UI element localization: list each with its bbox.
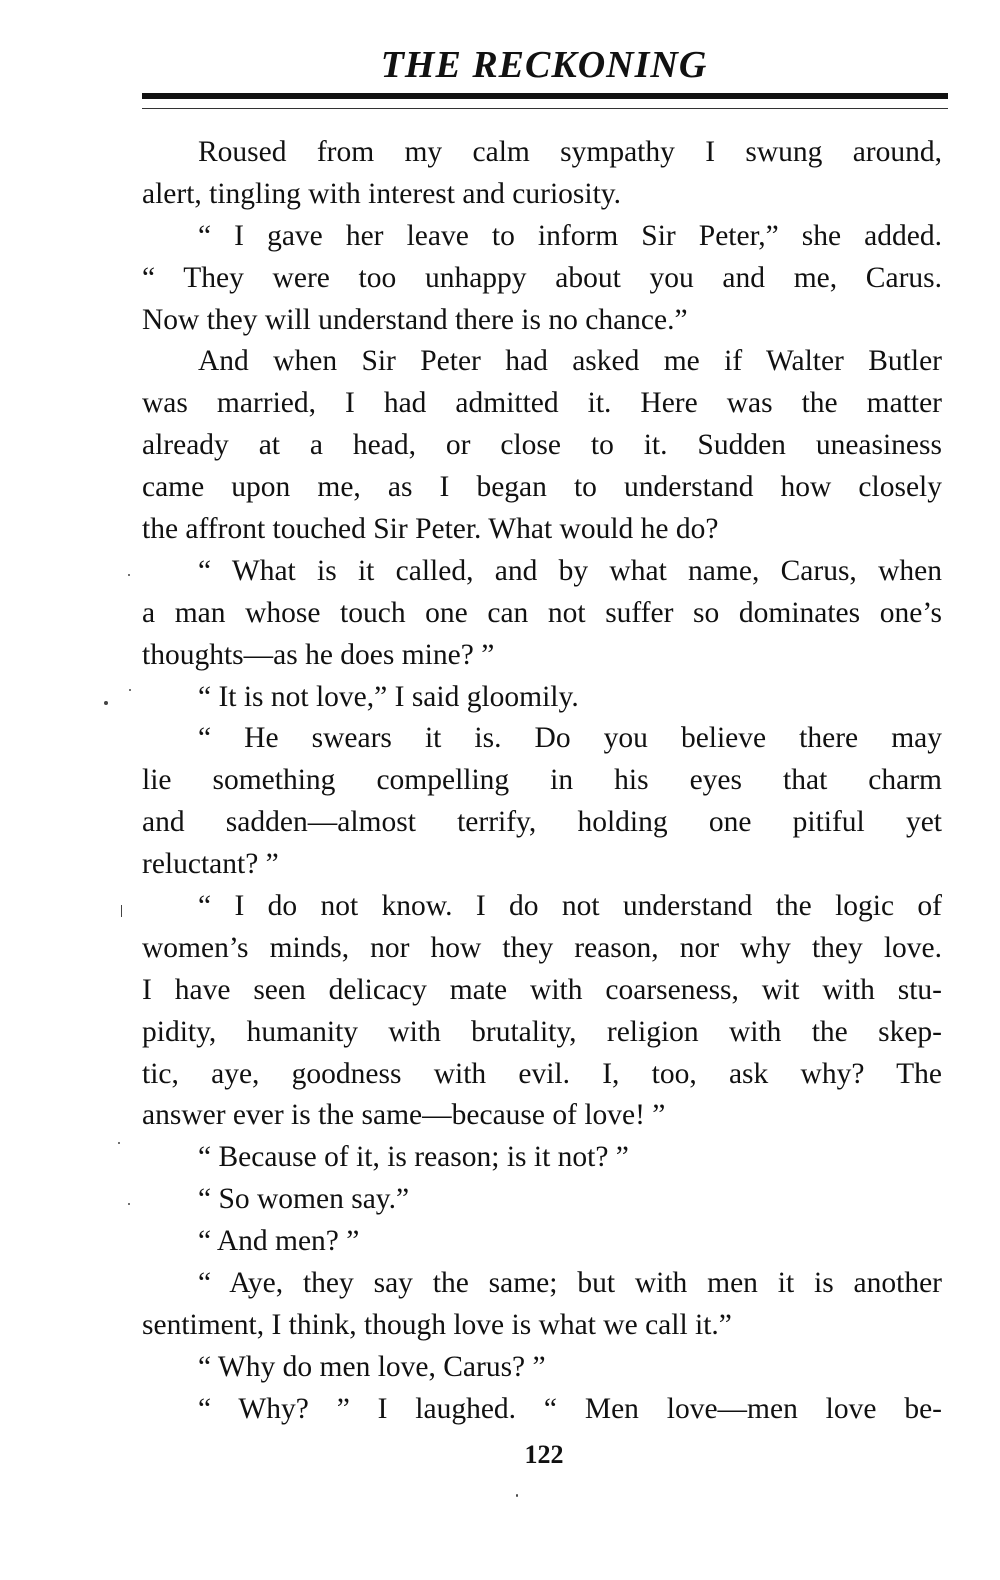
- text-line: answer ever is the same—because of love! ”: [142, 1099, 666, 1132]
- text-line: “ I do not know. I do not understand the logic of: [198, 890, 942, 923]
- margin-speck: [128, 574, 130, 576]
- text-line: “ Why? ” I laughed. “ Men love—men love be-: [198, 1392, 942, 1425]
- text-line: I have seen delicacy mate with coarseness, wit with stu-: [142, 973, 942, 1006]
- body-text: [142, 132, 942, 1431]
- text-line: the affront touched Sir Peter. What would he do?: [142, 513, 719, 546]
- text-line: “ What is it called, and by what name, Carus, when: [198, 554, 942, 587]
- text-line: sentiment, I think, though love is what we call it.”: [142, 1308, 732, 1341]
- text-line: alert, tingling with interest and curiosity.: [142, 177, 622, 210]
- text-line: lie something compelling in his eyes that charm: [142, 764, 942, 797]
- text-line: “ It is not love,” I said gloomily.: [198, 680, 579, 713]
- text-line: “ Because of it, is reason; is it not? ”: [198, 1141, 629, 1174]
- text-line: And when Sir Peter had asked me if Walter Butler: [198, 345, 942, 378]
- text-line: women’s minds, nor how they reason, nor why they love.: [142, 931, 942, 964]
- text-line: “ Aye, they say the same; but with men it is another: [198, 1267, 942, 1300]
- text-line: already at a head, or close to it. Sudden uneasiness: [142, 429, 942, 462]
- margin-speck: [121, 905, 122, 917]
- header-rule-thick: [142, 93, 948, 99]
- header-rule-thin: [142, 108, 948, 109]
- text-line: and sadden—almost terrify, holding one pitiful yet: [142, 806, 942, 839]
- margin-speck: [118, 1142, 120, 1144]
- text-line: thoughts—as he does mine? ”: [142, 638, 495, 671]
- text-line: a man whose touch one can not suffer so dominates one’s: [142, 596, 942, 629]
- margin-speck: [104, 701, 108, 705]
- text-line: “ Why do men love, Carus? ”: [198, 1350, 546, 1383]
- margin-speck: [129, 689, 131, 691]
- text-line: Now they will understand there is no chance.”: [142, 303, 688, 336]
- text-line: tic, aye, goodness with evil. I, too, ask why? The: [142, 1057, 942, 1090]
- text-line: was married, I had admitted it. Here was the matter: [142, 387, 942, 420]
- running-head: THE RECKONING: [380, 44, 708, 86]
- text-line: reluctant? ”: [142, 848, 279, 881]
- text-line: “ So women say.”: [198, 1183, 410, 1216]
- text-line: Roused from my calm sympathy I swung around,: [198, 136, 942, 168]
- margin-speck: [516, 1494, 518, 1497]
- text-line: “ He swears it is. Do you believe there may: [198, 722, 942, 755]
- margin-speck: [128, 1203, 130, 1205]
- text-line: came upon me, as I began to understand how closely: [142, 471, 942, 504]
- text-line: pidity, humanity with brutality, religion with the skep-: [142, 1015, 942, 1048]
- text-line: “ And men? ”: [198, 1225, 360, 1258]
- text-line: “ They were too unhappy about you and me, Carus.: [142, 261, 942, 294]
- page-number: 122: [524, 1440, 564, 1469]
- text-line: “ I gave her leave to inform Sir Peter,” she added.: [198, 219, 942, 252]
